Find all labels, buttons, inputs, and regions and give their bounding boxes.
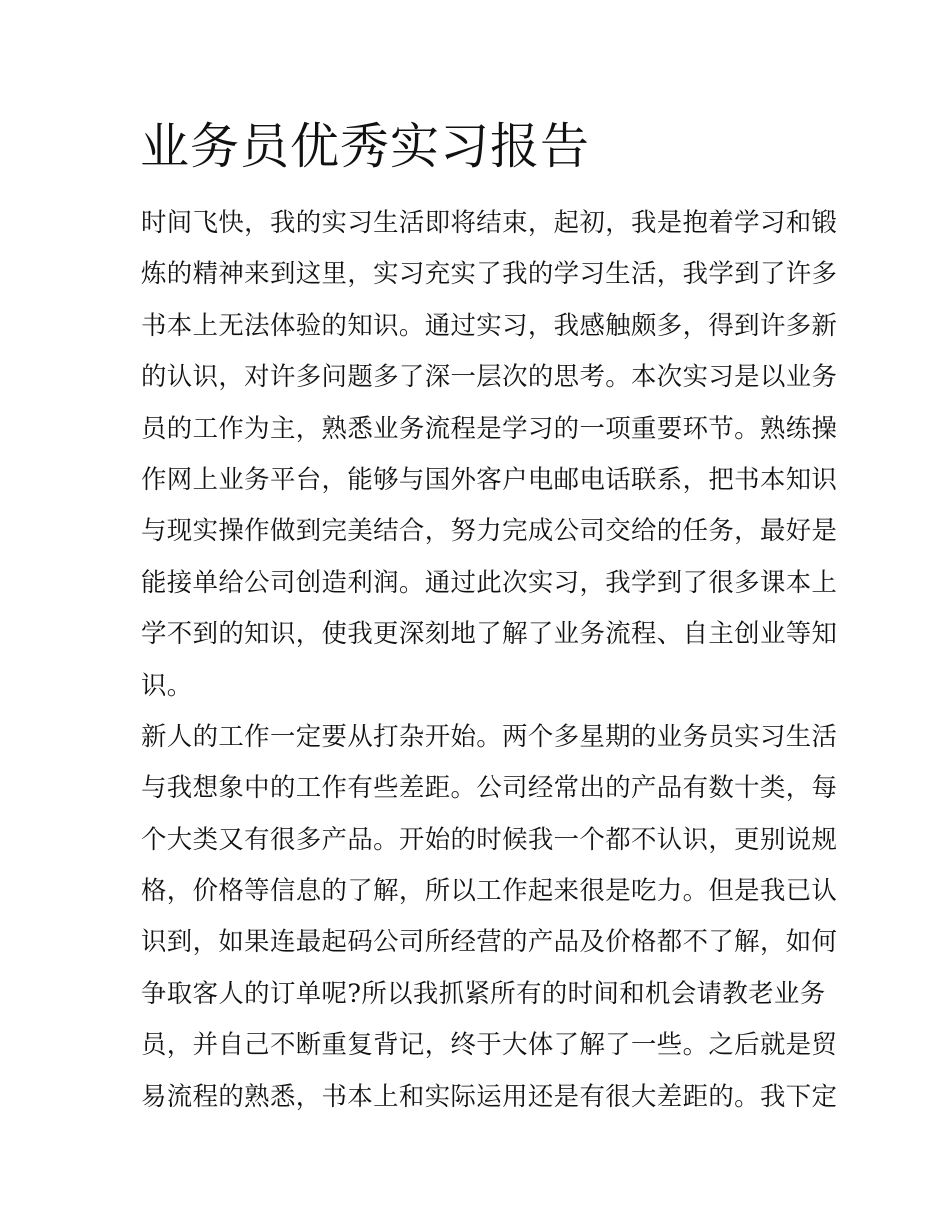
body-line: 时间飞快，我的实习生活即将结束，起初，我是抱着学习和锻 <box>141 207 838 237</box>
body-line: 个大类又有很多产品。开始的时候我一个都不认识，更别说规 <box>141 823 838 854</box>
body-line: 识到，如果连最起码公司所经营的产品及价格都不了解，如何 <box>141 926 838 957</box>
body-line: 员，并自己不断重复背记，终于大体了解了一些。之后就是贸 <box>141 1029 838 1060</box>
body-line: 学不到的知识，使我更深刻地了解了业务流程、自主创业等知 <box>141 618 838 649</box>
body-line: 格，价格等信息的了解，所以工作起来很是吃力。但是我已认 <box>141 875 838 906</box>
document-body <box>141 197 838 1122</box>
body-line: 争取客人的订单呢?所以我抓紧所有的时间和机会请教老业务 <box>141 977 826 1008</box>
body-line: 能接单给公司创造利润。通过此次实习，我学到了很多课本上 <box>141 566 838 597</box>
body-line: 炼的精神来到这里，实习充实了我的学习生活，我学到了许多 <box>141 258 838 289</box>
body-line: 易流程的熟悉，书本上和实际运用还是有很大差距的。我下定 <box>141 1080 838 1111</box>
body-line: 新人的工作一定要从打杂开始。两个多星期的业务员实习生活 <box>141 720 838 751</box>
body-line: 书本上无法体验的知识。通过实习，我感触颇多，得到许多新 <box>141 309 838 340</box>
body-line: 的认识，对许多问题多了深一层次的思考。本次实习是以业务 <box>141 361 838 392</box>
body-line: 员的工作为主，熟悉业务流程是学习的一项重要环节。熟练操 <box>141 412 838 443</box>
body-line: 识。 <box>141 669 193 700</box>
body-line: 与现实操作做到完美结合，努力完成公司交给的任务，最好是 <box>141 515 838 546</box>
body-line: 作网上业务平台，能够与国外客户电邮电话联系，把书本知识 <box>141 463 838 494</box>
body-line: 与我想象中的工作有些差距。公司经常出的产品有数十类，每 <box>141 772 838 803</box>
document-title: 业务员优秀实习报告 <box>140 118 591 175</box>
